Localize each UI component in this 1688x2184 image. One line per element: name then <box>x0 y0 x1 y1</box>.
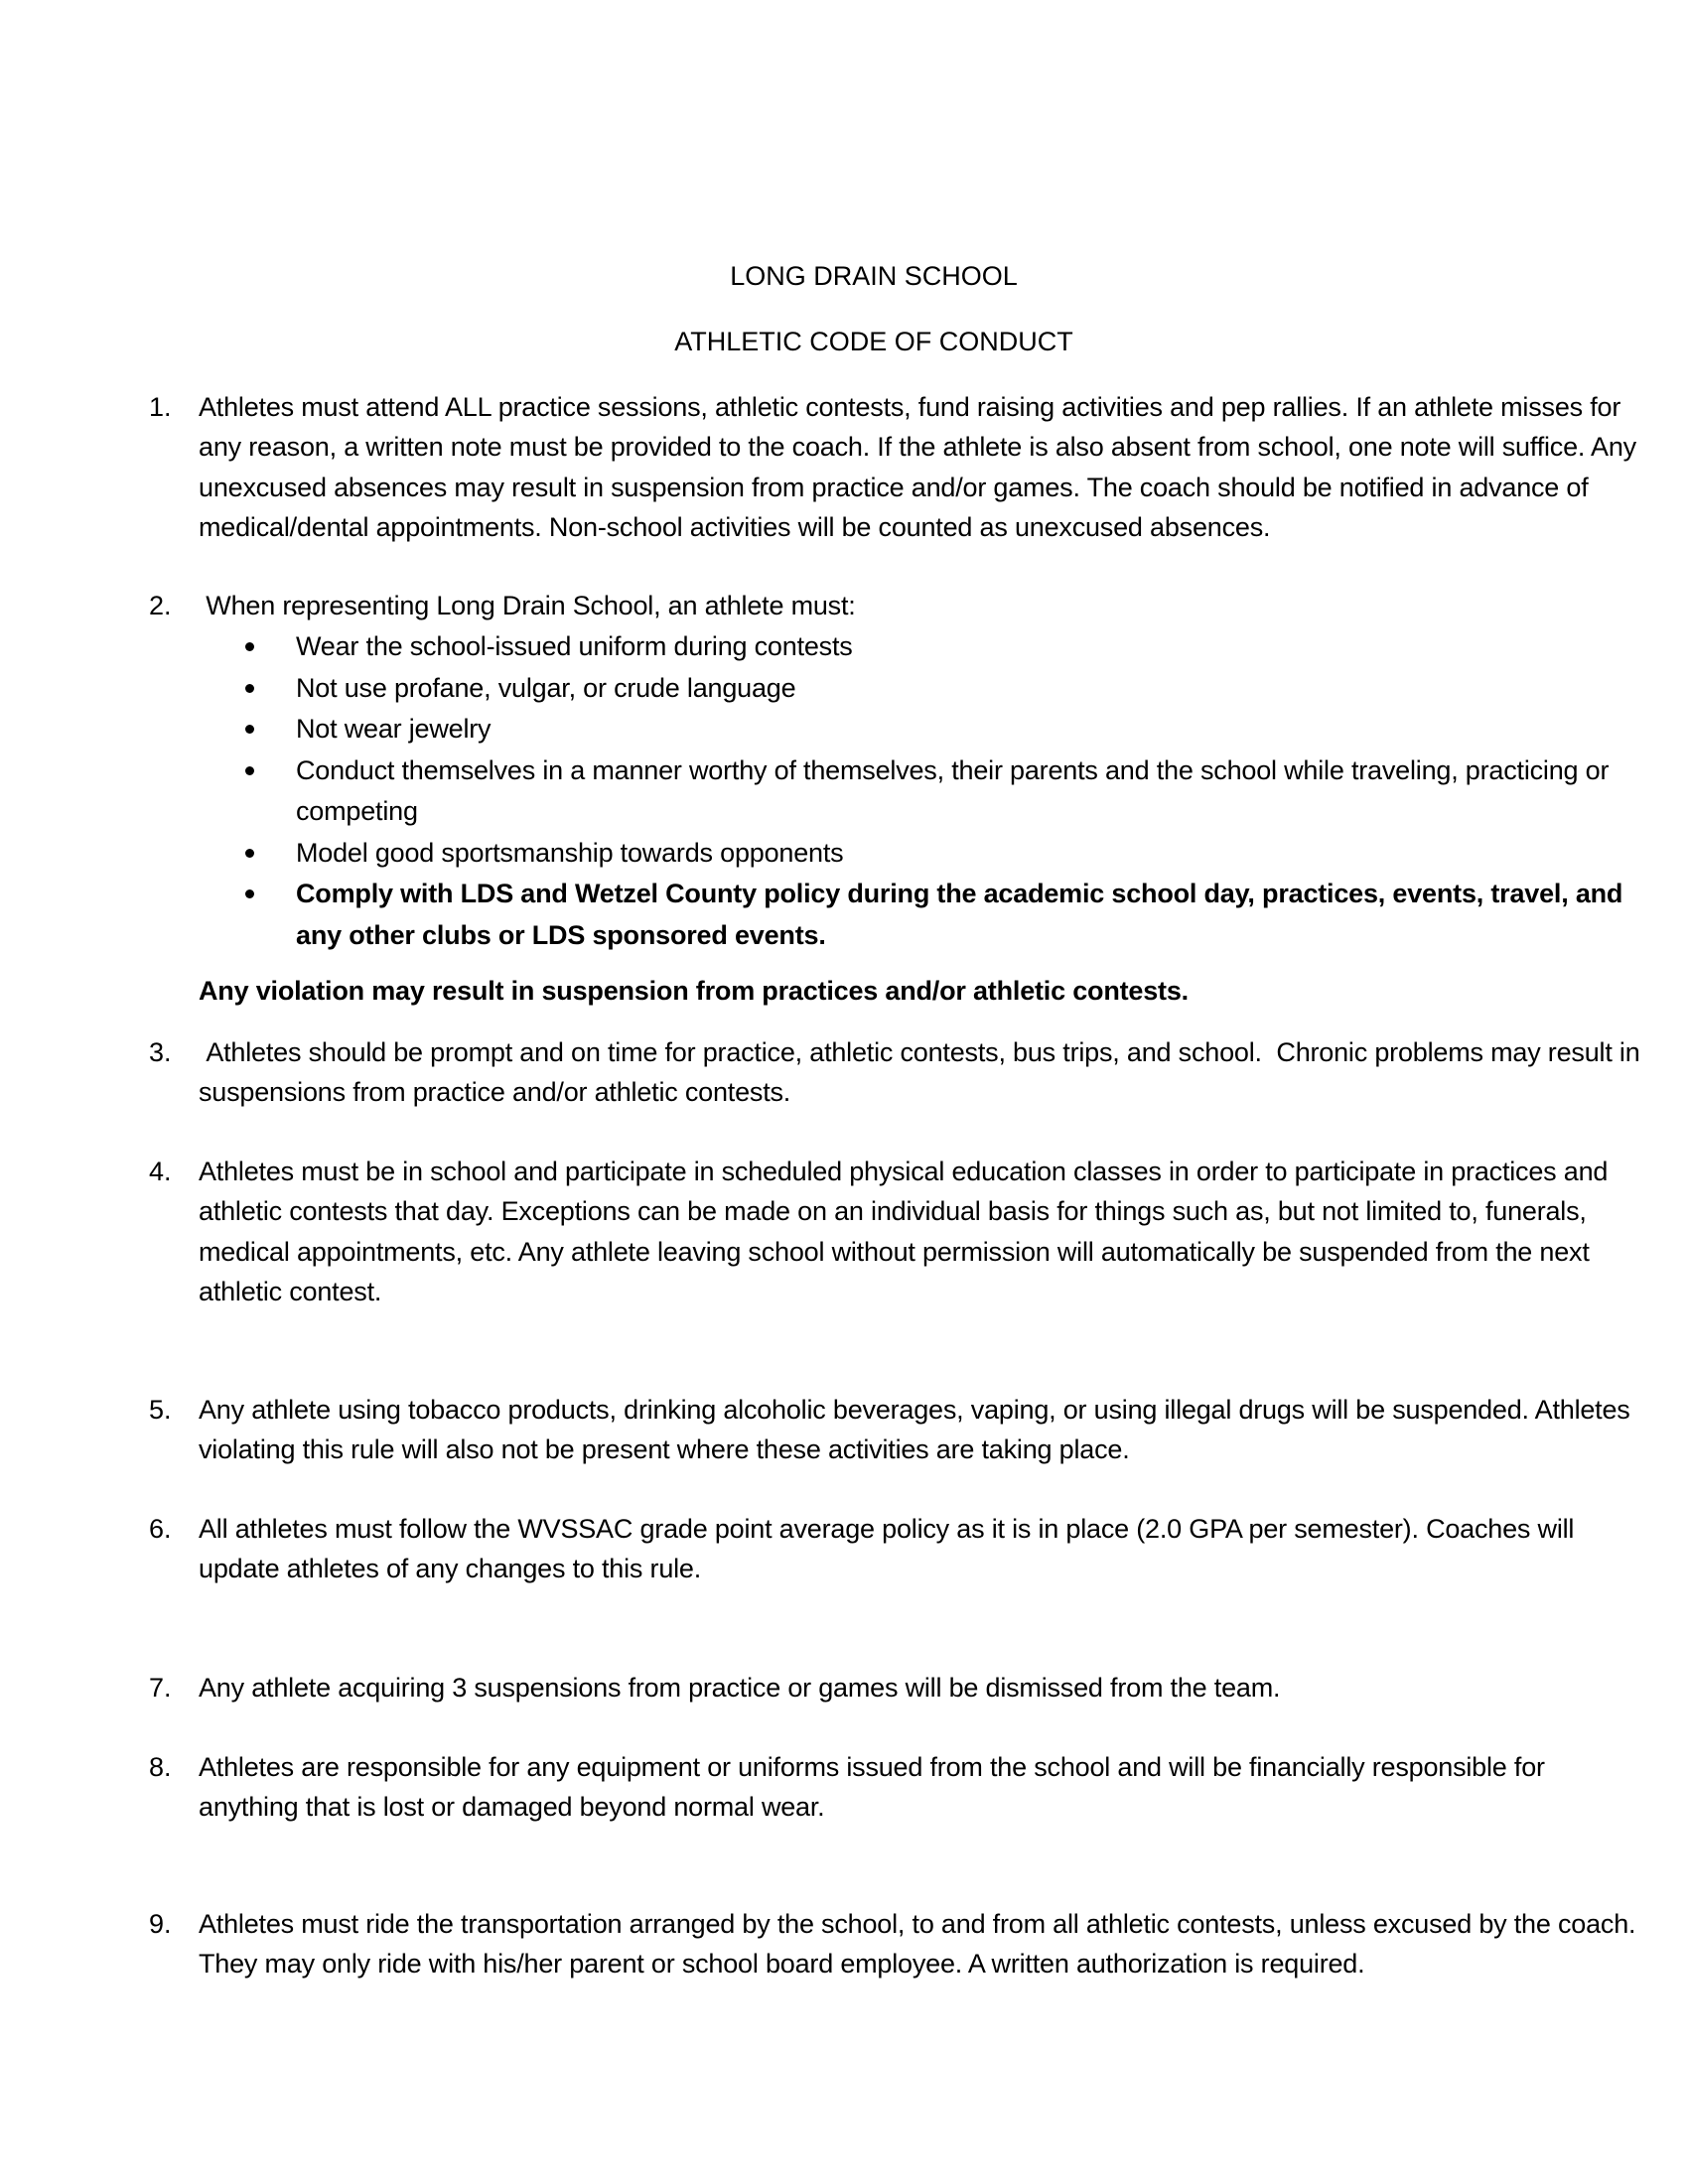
rule-text: Athletes should be prompt and on time for practice, athletic contests, bus trips, and school. Chronic problems may result in suspensions from practice and/or athletic contests. <box>199 1037 1647 1108</box>
bullet-text: Conduct themselves in a manner worthy of themselves, their parents and the school while traveling, practicing or competing <box>296 754 1610 826</box>
rule-number: 7. <box>149 1673 172 1703</box>
bullet-icon <box>245 849 254 858</box>
bullet-icon <box>245 642 254 651</box>
bullet-icon <box>245 889 254 898</box>
rule-text: All athletes must follow the WVSSAC grade point average policy as it is in place (2.0 GPA per semester). Coaches will update athletes of any changes to this rule. <box>199 1514 1575 1584</box>
rule-text: Athletes must attend ALL practice sessions, athletic contests, fund raising activities and pep rallies. If an athlete misses for any reason, a written note must be provided to the coach. If the athlete is also absent from school, one note will suffice. Any unexcused absences may result in suspension from practice and/or games. The coach should be notified in advance of medical/dental appointments. Non-school activities will be counted as unexcused absences. <box>199 392 1636 543</box>
rule-text: Any athlete using tobacco products, drinking alcoholic beverages, vaping, or using illegal drugs will be suspended. Athletes violating this rule will also not be present where these activities are taking place. <box>199 1395 1630 1465</box>
violation-warning: Any violation may result in suspension from practices and/or athletic contests. <box>199 976 1189 1006</box>
rule-text: Athletes must be in school and participate in scheduled physical education classes in order to participate in practices and athletic contests that day. Exceptions can be made on an individual basis for things such as, but not limited to, funerals, medical appointments, etc. Any athlete leaving school without permission will automatically be suspended from the next athletic contest. <box>199 1157 1609 1307</box>
rule-number: 5. <box>149 1395 172 1425</box>
list-item <box>199 668 1648 710</box>
rule-number: 9. <box>149 1909 172 1939</box>
bullet-icon <box>245 684 254 693</box>
list-item <box>199 833 1648 875</box>
list-item <box>199 874 1648 956</box>
rule-number: 1. <box>149 392 172 422</box>
list-item <box>199 709 1648 751</box>
list-item <box>199 751 1648 833</box>
bullet-text: Not wear jewelry <box>296 714 492 744</box>
school-name-heading: LONG DRAIN SCHOOL <box>730 261 1018 291</box>
bullet-text: Wear the school-issued uniform during contests <box>296 631 853 661</box>
bullet-icon <box>245 766 254 775</box>
bullet-icon <box>245 725 254 734</box>
rule-number: 2. <box>149 591 172 620</box>
rule-text: Athletes are responsible for any equipment or uniforms issued from the school and will be financially responsible for anything that is lost or damaged beyond normal wear. <box>199 1752 1545 1823</box>
rule-number: 4. <box>149 1157 172 1186</box>
document-title: ATHLETIC CODE OF CONDUCT <box>674 327 1073 356</box>
rule-text: Any athlete acquiring 3 suspensions from practice or games will be dismissed from the team. <box>199 1673 1281 1703</box>
rule-bullet-list <box>199 626 1648 956</box>
bullet-text: Comply with LDS and Wetzel County policy during the academic school day, practices, events, travel, and any other clubs or LDS sponsored events. <box>296 879 1623 950</box>
rule-number: 3. <box>149 1037 172 1067</box>
bullet-text: Not use profane, vulgar, or crude language <box>296 672 796 703</box>
bullet-text: Model good sportsmanship towards opponents <box>296 837 844 868</box>
rule-text: Athletes must ride the transportation arranged by the school, to and from all athletic contests, unless excused by the coach. They may only ride with his/her parent or school board employee. A written authorization is required. <box>199 1909 1636 1979</box>
rule-text: When representing Long Drain School, an athlete must: <box>199 591 856 620</box>
list-item <box>199 626 1648 668</box>
rule-number: 6. <box>149 1514 172 1544</box>
rule-number: 8. <box>149 1752 172 1782</box>
